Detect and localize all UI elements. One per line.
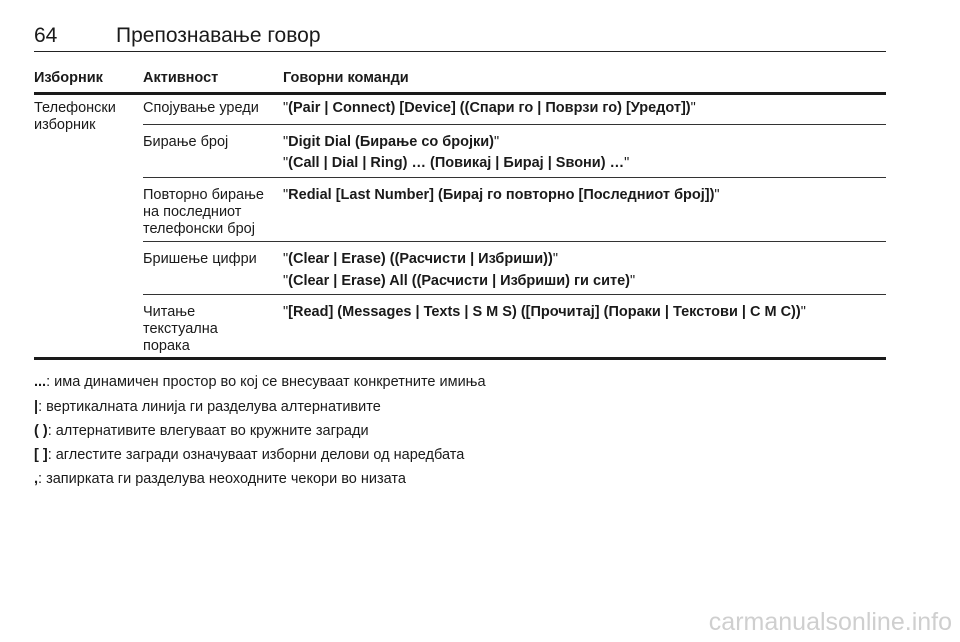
row-divider (143, 124, 886, 125)
legend-item (34, 399, 381, 415)
activity-cell: Бришење цифри (143, 251, 257, 267)
activity-line: Читање (143, 304, 196, 320)
column-header-commands: Говорни команди (283, 70, 409, 86)
page-header (34, 24, 886, 52)
menu-label-line: Телефонски (34, 100, 116, 116)
legend-item (34, 374, 486, 390)
command-text: (Call | Dial | Ring) … (Повикај | Бирај | Ѕвони) … (288, 155, 625, 171)
activity-cell (143, 304, 218, 355)
header-divider (34, 51, 886, 52)
legend-text: : вертикалната линија ги разделува алтернативите (38, 399, 381, 415)
activity-cell: Спојување уреди (143, 100, 259, 116)
activity-cell (143, 187, 264, 238)
command-text: (Pair | Connect) [Device] ((Спари го | Поврзи го) [Уредот]) (288, 100, 691, 116)
row-divider (143, 241, 886, 242)
legend-symbol: , (34, 471, 39, 487)
activity-line: на последниот (143, 204, 242, 220)
menu-cell (34, 100, 116, 134)
legend-text: : има динамичен простор во кој се внесуваат конкретните имиња (46, 374, 486, 390)
legend-symbol: ( ) (34, 423, 48, 439)
row-divider (143, 177, 886, 178)
activity-line: текстуална (143, 321, 218, 337)
table-bottom-rule (34, 357, 886, 360)
command-line: "(Call | Dial | Ring) … (Повикај | Бирај | Ѕвони) …" (283, 155, 630, 171)
legend-symbol: | (34, 399, 39, 415)
activity-line: порака (143, 338, 190, 354)
command-line: "Redial [Last Number] (Бирај го повторно [Последниот број])" (283, 187, 720, 203)
watermark: carmanualsonline.info (708, 608, 952, 636)
activity-cell: Бирање број (143, 134, 229, 150)
command-text: [Read] (Messages | Texts | S M S) ([Прочитај] (Пораки | Текстови | С М С)) (288, 304, 801, 320)
legend-item (34, 423, 369, 439)
legend-symbol: ... (34, 374, 47, 390)
command-line: "Digit Dial (Бирање со бројки)" (283, 134, 500, 150)
activity-line: телефонски број (143, 221, 255, 237)
legend-item (34, 471, 406, 487)
legend-text: : запирката ги разделува неоходните чекори во низата (38, 471, 406, 487)
command-text: (Clear | Erase) All ((Расчисти | Избриши) ги сите) (288, 273, 630, 289)
row-divider (143, 294, 886, 295)
legend-symbol: [ ] (34, 447, 48, 463)
legend-text: : аглестите загради означуваат изборни делови од наредбата (47, 447, 465, 463)
command-text: Digit Dial (Бирање со бројки) (288, 134, 494, 150)
command-line: "(Pair | Connect) [Device] ((Спари го | Поврзи го) [Уредот])" (283, 100, 696, 116)
column-header-menu: Изборник (34, 70, 103, 86)
command-text: Redial [Last Number] (Бирај го повторно [Последниот број]) (288, 187, 715, 203)
command-line: "(Clear | Erase) All ((Расчисти | Избриши) ги сите)" (283, 273, 636, 289)
column-header-activity: Активност (143, 70, 219, 86)
command-text: (Clear | Erase) ((Расчисти | Избриши)) (288, 251, 553, 267)
page-title: Препознавање говор (116, 24, 321, 47)
page-number: 64 (34, 24, 58, 47)
command-line: "(Clear | Erase) ((Расчисти | Избриши))" (283, 251, 558, 267)
table-header-rule (34, 92, 886, 95)
legend-item (34, 447, 464, 463)
activity-line: Повторно бирање (143, 187, 264, 203)
legend-text: : алтернативите влегуваат во кружните загради (47, 423, 369, 439)
command-line: "[Read] (Messages | Texts | S M S) ([Прочитај] (Пораки | Текстови | С М С))" (283, 304, 806, 320)
menu-label-line: изборник (34, 117, 96, 133)
